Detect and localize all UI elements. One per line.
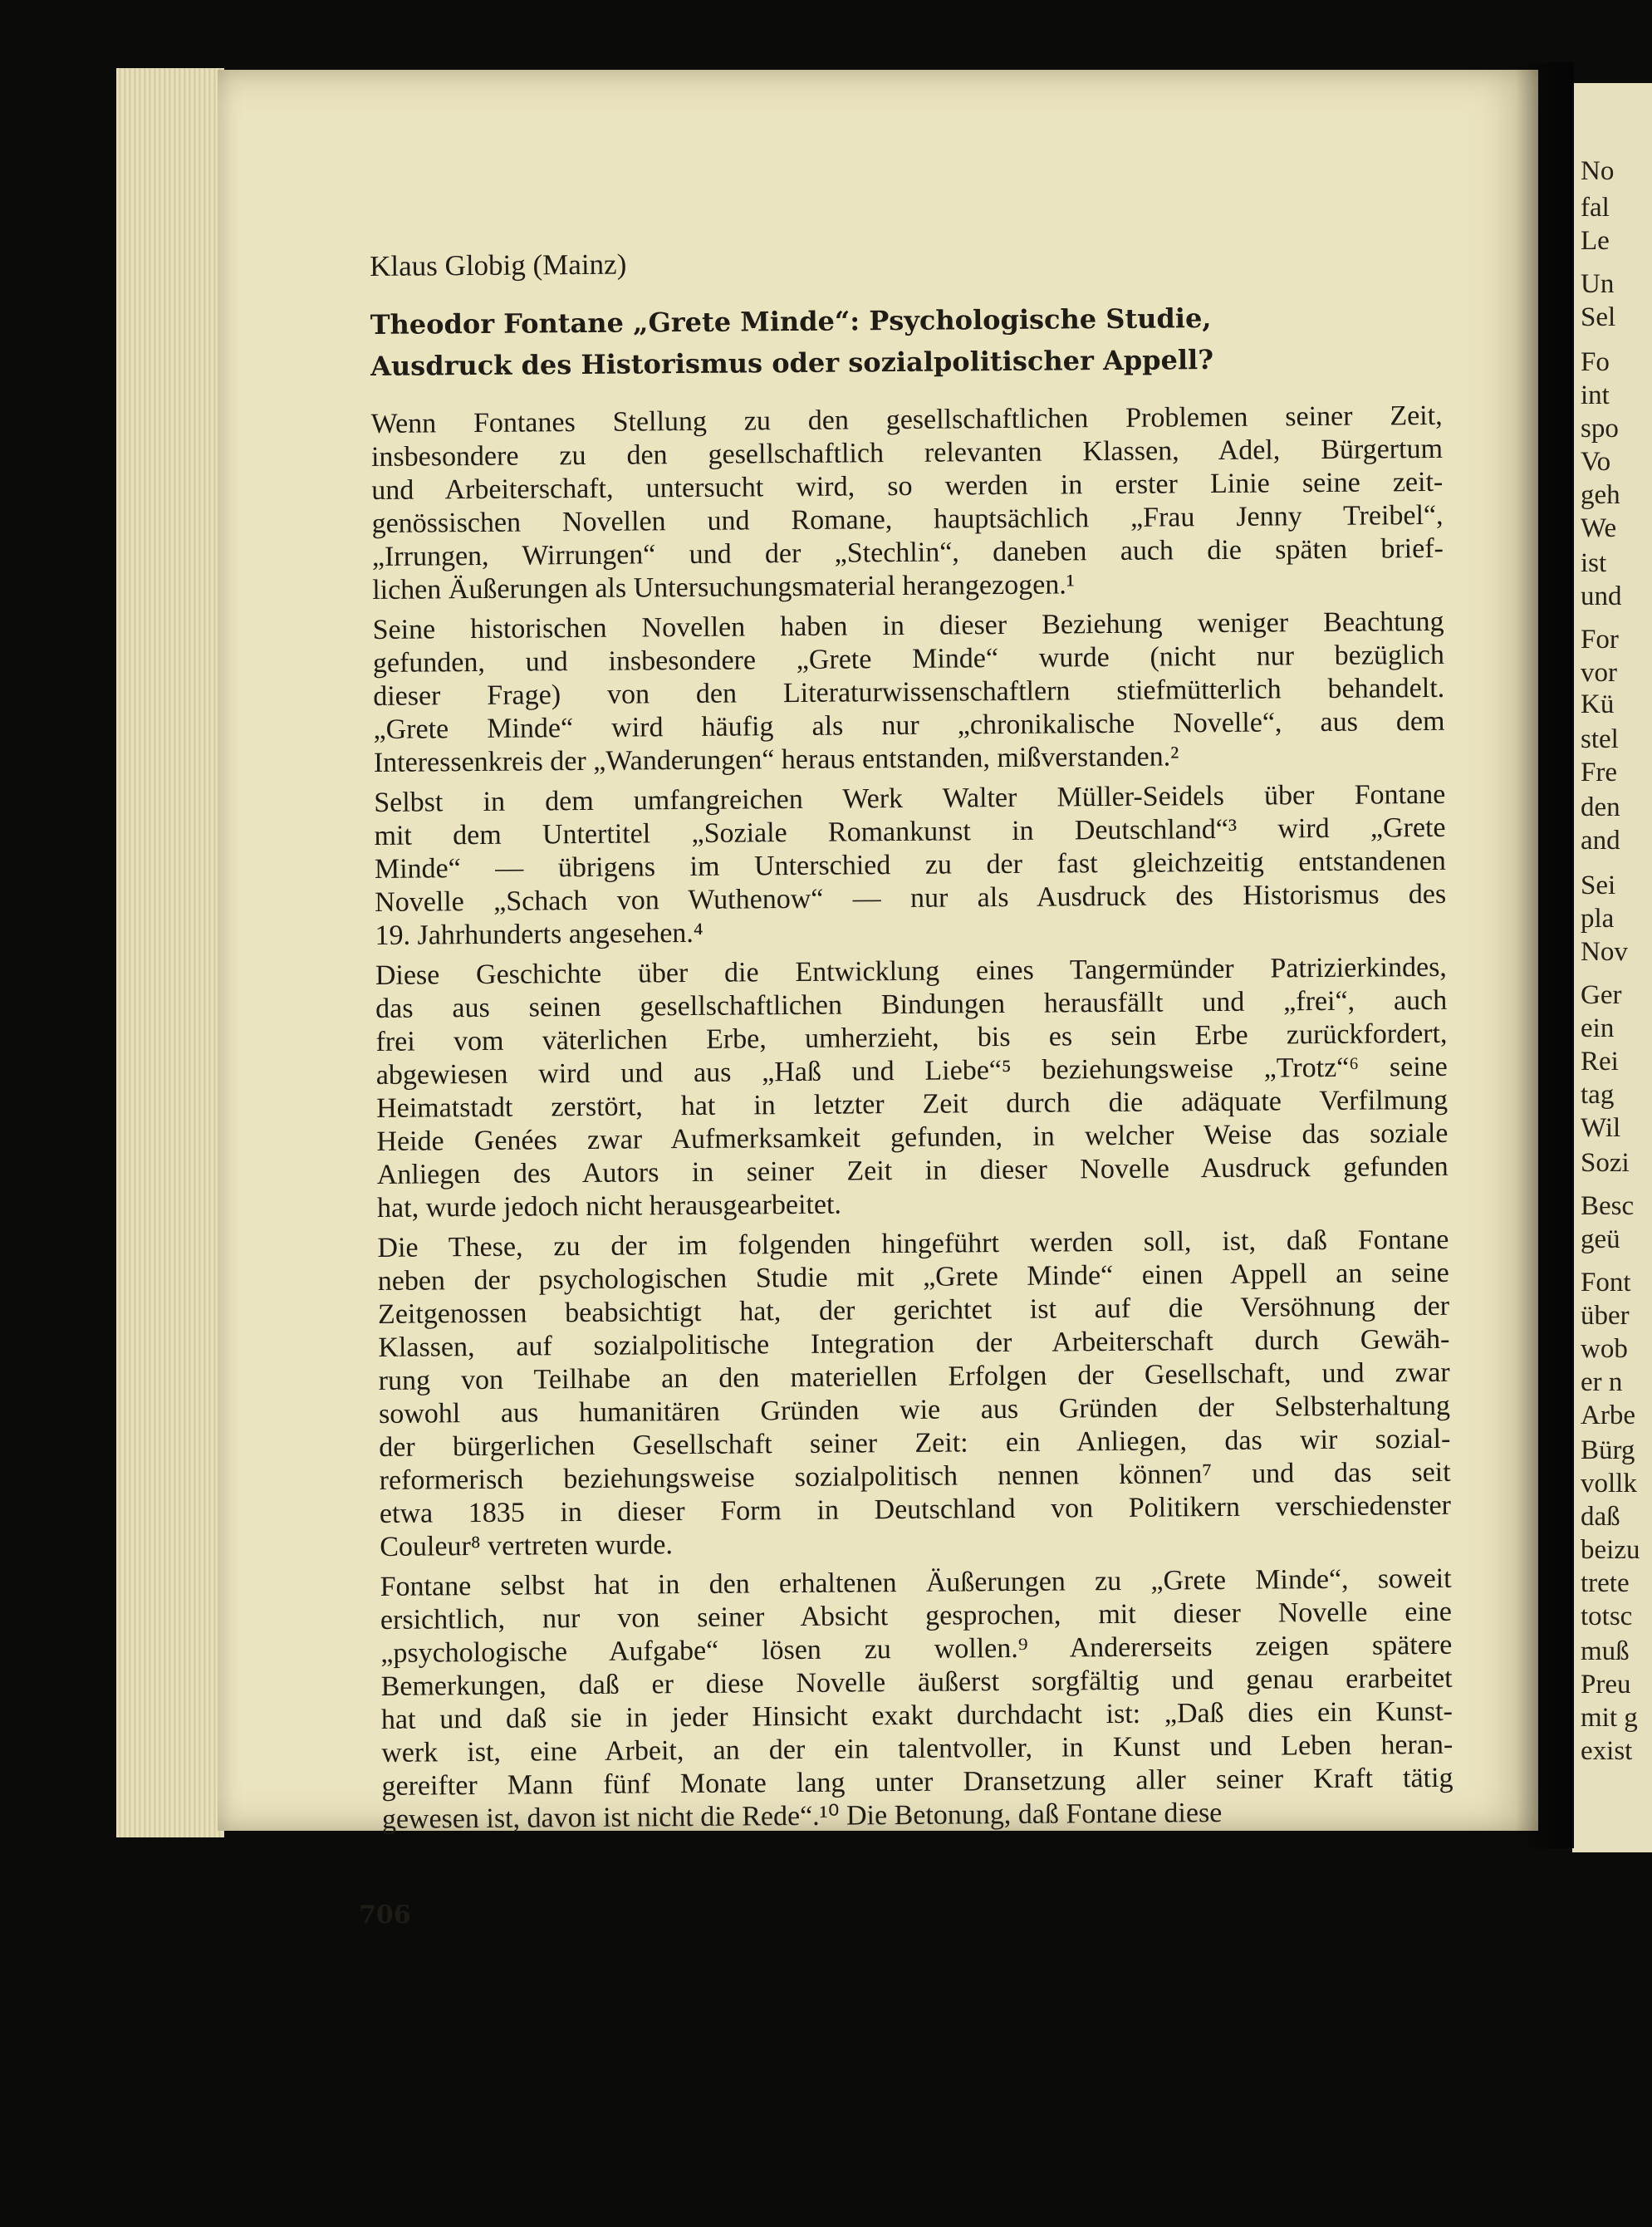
text-line: gewesen ist, davon ist nicht die Rede“.¹⁰ Die Betonung, daß Fontane diese — [381, 1797, 1223, 1835]
text-line: lichen Äußerungen als Untersuchungsmaterial herangezogen.¹ — [372, 569, 1076, 606]
facing-page-fragment: beizu — [1581, 1535, 1640, 1565]
text-line: Minde“ — übrigens im Unterschied zu der fast gleichzeitig entstandenen — [374, 845, 1446, 885]
facing-page-fragment: vor — [1581, 658, 1617, 688]
facing-page-fragment: Sel — [1581, 302, 1616, 332]
facing-page-fragment: Sei — [1581, 871, 1616, 900]
text-line: genössischen Novellen und Romane, hauptsächlich „Frau Jenny Treibel“, — [371, 499, 1444, 539]
text-line: Anliegen des Autors in seiner Zeit in dieser Novelle Ausdruck gefunden — [376, 1150, 1449, 1190]
text-line: neben der psychologischen Studie mit „Grete Minde“ einen Appell an seine — [377, 1257, 1449, 1297]
article — [370, 239, 1453, 1843]
facing-page-fragment: Ger — [1581, 980, 1622, 1010]
text-line: Wenn Fontanes Stellung zu den gesellschaftlichen Problemen seiner Zeit, — [370, 400, 1443, 439]
text-line: Novelle „Schach von Wuthenow“ — nur als Ausdruck des Historismus des — [375, 878, 1447, 918]
facing-page-fragment: Fo — [1581, 347, 1610, 377]
text-line: reformerisch beziehungsweise sozialpolitisch nennen können⁷ und das seit — [379, 1456, 1451, 1496]
facing-page-fragment: Bürg — [1581, 1435, 1635, 1465]
facing-page-fragment: Fre — [1581, 758, 1617, 787]
facing-page-fragment: er n — [1581, 1367, 1623, 1397]
text-line: Zeitgenossen beabsichtigt hat, der gerichtet ist auf die Versöhnung der — [377, 1290, 1450, 1330]
text-line: Heimatstadt zerstört, hat in letzter Zeit durch die adäquate Verfilmung — [375, 1084, 1449, 1124]
text-line: insbesondere zu den gesellschaftlich relevanten Klassen, Adel, Bürgertum — [370, 433, 1444, 473]
facing-page-fragment: pla — [1581, 904, 1615, 934]
text-line: Bemerkungen, daß er diese Novelle äußerst sorgfältig und genau erarbeitet — [380, 1662, 1453, 1702]
facing-page-fragment: Vo — [1581, 447, 1611, 477]
facing-page-fragment: Font — [1581, 1268, 1631, 1297]
text-line: hat, wurde jedoch nicht herausgearbeitet. — [376, 1189, 842, 1224]
facing-page-fragment: trete — [1581, 1568, 1630, 1598]
text-line: gereifter Mann fünf Monate lang unter Dransetzung aller seiner Kraft tätig — [381, 1762, 1453, 1802]
facing-page-fragment: Preu — [1581, 1670, 1631, 1700]
page-number: 706 — [359, 1901, 411, 1930]
paragraph — [372, 606, 1445, 780]
text-line: hat und daß sie in jeder Hinsicht exakt durchdacht ist: „Daß dies ein Kunst- — [380, 1695, 1453, 1735]
text-line: gefunden, und insbesondere „Grete Minde“ wurde (nicht nur bezüglich — [372, 639, 1445, 679]
text-line: Fontane selbst hat in den erhaltenen Äußerungen zu „Grete Minde“, soweit — [380, 1562, 1452, 1602]
title-line: Ausdruck des Historismus oder sozialpolitischer Appell? — [370, 344, 1214, 382]
text-line: dieser Frage) von den Literaturwissenschaftlern stiefmütterlich behandelt. — [373, 672, 1445, 712]
facing-page-fragment: Kü — [1581, 689, 1615, 719]
facing-page-fragment: Nov — [1581, 937, 1628, 967]
article-title — [370, 296, 1443, 387]
text-line: etwa 1835 in dieser Form in Deutschland von Politikern verschiedenster — [379, 1489, 1452, 1529]
facing-page-fragment: über — [1581, 1301, 1630, 1331]
facing-page-fragment: totsc — [1581, 1602, 1633, 1631]
facing-page-fragment: Wil — [1581, 1113, 1621, 1143]
text-line: Diese Geschichte über die Entwicklung eines Tangermünder Patrizierkindes, — [375, 951, 1447, 991]
facing-page-fragment: We — [1581, 513, 1617, 543]
facing-page-fragment: vollk — [1581, 1469, 1637, 1499]
facing-page-fragment: und — [1581, 581, 1622, 611]
text-line: und Arbeiterschaft, untersucht wird, so werden in erster Linie seine zeit- — [371, 466, 1444, 506]
facing-page-right — [1572, 83, 1652, 1852]
facing-page-fragment: daß — [1581, 1502, 1620, 1532]
text-line: mit dem Untertitel „Soziale Romankunst in Deutschland“³ wird „Grete — [374, 812, 1446, 851]
text-line: Klassen, auf sozialpolitische Integration der Arbeiterschaft durch Gewäh- — [378, 1323, 1450, 1363]
text-line: Couleur⁸ vertreten wurde. — [380, 1529, 674, 1562]
facing-page-fragment: Rei — [1581, 1047, 1619, 1077]
text-line: das aus seinen gesellschaftlichen Bindungen herausfällt und „frei“, auch — [375, 984, 1448, 1024]
facing-page-fragment: Arbe — [1581, 1400, 1635, 1430]
facing-page-fragment: stel — [1581, 724, 1619, 754]
facing-page-fragment: wob — [1581, 1334, 1628, 1364]
text-line: „Irrungen, Wirrungen“ und der „Stechlin“, daneben auch die späten brief- — [371, 532, 1444, 572]
facing-page-fragment: tag — [1581, 1080, 1615, 1110]
text-line: abgewiesen wird und aus „Haß und Liebe“⁵ beziehungsweise „Trotz“⁶ seine — [375, 1051, 1448, 1091]
facing-page-fragment: geü — [1581, 1224, 1620, 1254]
facing-page-fragment: For — [1581, 625, 1619, 655]
paragraph — [374, 778, 1447, 953]
facing-page-fragment: int — [1581, 380, 1610, 410]
facing-page-fragment: muß — [1581, 1636, 1630, 1666]
text-line: der bürgerlichen Gesellschaft seiner Zeit: ein Anliegen, das wir sozial- — [379, 1423, 1451, 1463]
facing-page-fragment: geh — [1581, 480, 1620, 510]
facing-page-fragment: den — [1581, 792, 1620, 822]
facing-page-fragment: fal — [1581, 193, 1610, 223]
facing-page-fragment: and — [1581, 826, 1620, 856]
facing-page-fragment: mit g — [1581, 1703, 1638, 1733]
text-line: Die These, zu der im folgenden hingeführt werden soll, ist, daß Fontane — [377, 1224, 1449, 1263]
text-line: Seine historischen Novellen haben in dieser Beziehung weniger Beachtung — [372, 606, 1444, 645]
facing-page-fragment: Le — [1581, 226, 1610, 256]
facing-page-fragment: Besc — [1581, 1191, 1635, 1221]
facing-page-fragment: ist — [1581, 548, 1607, 578]
author-line: Klaus Globig (Mainz) — [370, 248, 627, 282]
text-line: Interessenkreis der „Wanderungen“ heraus entstanden, mißverstanden.² — [373, 741, 1179, 778]
text-line: sowohl aus humanitären Gründen wie aus Gründen der Selbsterhaltung — [378, 1390, 1451, 1430]
facing-page-fragment: spo — [1581, 414, 1619, 444]
facing-page-fragment: Sozi — [1581, 1148, 1630, 1178]
facing-page-fragment: No — [1581, 156, 1615, 186]
book-spine-shadow — [1516, 62, 1574, 1848]
facing-page-fragment: Un — [1581, 269, 1615, 299]
title-line: Theodor Fontane „Grete Minde“: Psychologische Studie, — [370, 302, 1212, 341]
text-line: ersichtlich, nur von seiner Absicht gesprochen, mit dieser Novelle eine — [380, 1596, 1453, 1636]
text-line: „Grete Minde“ wird häufig als nur „chronikalische Novelle“, aus dem — [373, 705, 1445, 745]
text-line: Selbst in dem umfangreichen Werk Walter Müller-Seidels über Fontane — [374, 778, 1446, 818]
text-line: „psychologische Aufgabe“ lösen zu wollen.⁹ Andererseits zeigen spätere — [380, 1629, 1453, 1669]
facing-page-fragment: exist — [1581, 1736, 1633, 1766]
page-edges — [116, 68, 224, 1837]
text-line: frei vom väterlichen Erbe, umherzieht, bis es sein Erbe zurückfordert, — [375, 1018, 1448, 1057]
text-line: 19. Jahrhunderts angesehen.⁴ — [375, 917, 703, 951]
text-line: werk ist, eine Arbeit, an der ein talentvoller, in Kunst und Leben heran- — [381, 1729, 1453, 1768]
paragraph — [375, 951, 1449, 1225]
body-text — [371, 400, 1453, 1837]
paragraph — [371, 400, 1444, 607]
paragraph — [377, 1224, 1451, 1564]
facing-page-fragment: ein — [1581, 1013, 1615, 1043]
text-line: rung von Teilhabe an den materiellen Erfolgen der Gesellschaft, und zwar — [378, 1356, 1450, 1396]
text-line: Heide Genées zwar Aufmerksamkeit gefunden, in welcher Weise das soziale — [376, 1117, 1449, 1157]
paragraph — [380, 1562, 1453, 1837]
